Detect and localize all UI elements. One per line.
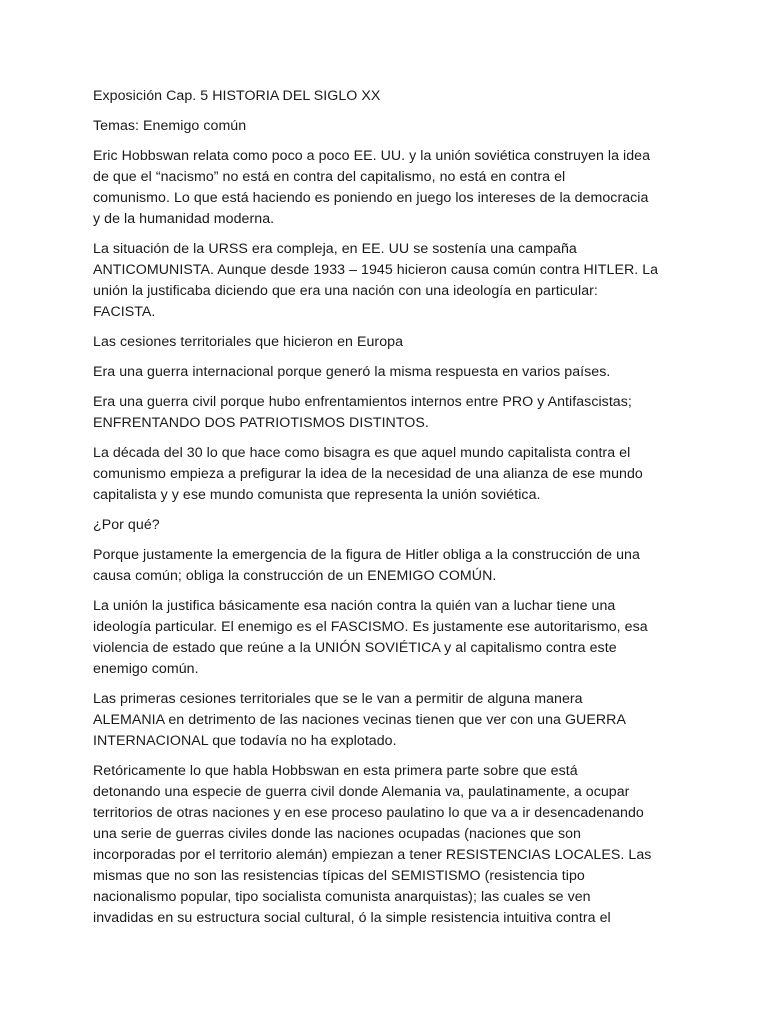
paragraph-question: ¿Por qué? — [93, 517, 160, 533]
paragraph-decade-30: La década del 30 lo que hace como bisagra es que aquel mundo capitalista contra el comunismo empieza a prefigurar la idea de la necesidad de una alianza de ese mundo capitalista y y ese mundo comunista que representa la unión soviética. — [93, 445, 643, 503]
paragraph-civil-war: Era una guerra civil porque hubo enfrentamientos internos entre PRO y Antifascistas; ENFRENTANDO DOS PATRIOTISMOS DISTINTOS. — [93, 394, 632, 431]
document-title: Exposición Cap. 5 HISTORIA DEL SIGLO XX — [93, 88, 381, 104]
document-topics: Temas: Enemigo común — [93, 118, 247, 134]
paragraph-international-war: Era una guerra internacional porque generó la misma respuesta en varios países. — [93, 364, 611, 380]
paragraph-first-cessions: Las primeras cesiones territoriales que se le van a permitir de alguna manera ALEMANIA en detrimento de las naciones vecinas tienen que ver con una GUERRA INTERNACIONAL que todavía no ha explotado. — [93, 691, 626, 749]
paragraph-common-enemy: Porque justamente la emergencia de la figura de Hitler obliga a la construcción de una causa común; obliga la construcción de un ENEMIGO COMÚN. — [93, 547, 640, 584]
document-body — [93, 86, 683, 938]
paragraph-urss-situation: La situación de la URSS era compleja, en EE. UU se sostenía una campaña ANTICOMUNISTA. Aunque desde 1933 – 1945 hicieron causa común contra HITLER. La unión la justificaba diciendo que era una nación con una ideología en particular: FACISTA. — [93, 241, 659, 320]
paragraph-fascism: La unión la justifica básicamente esa nación contra la quién van a luchar tiene una ideología particular. El enemigo es el FASCISMO. Es justamente ese autoritarismo, esa violencia de estado que reúne a la UNIÓN SOVIÉTICA y al capitalismo contra este enemigo común. — [93, 598, 648, 677]
paragraph-hobbswan-intro: Eric Hobbswan relata como poco a poco EE. UU. y la unión soviética construyen la idea de que el “nacismo” no está en contra del capitalismo, no está en contra el comunismo. Lo que está haciendo es poniendo en juego los intereses de la democracia y de la humanidad moderna. — [93, 148, 651, 227]
paragraph-rhetoric: Retóricamente lo que habla Hobbswan en esta primera parte sobre que está detonando una especie de guerra civil donde Alemania va, paulatinamente, a ocupar territorios de otras naciones y en ese proceso paulatino lo que va a ir desencadenando una serie de guerras civiles donde las naciones ocupadas (naciones que son incorporadas por el territorio alemán) empiezan a tener RESISTENCIAS LOCALES. Las mismas que no son las resistencias típicas del SEMISTISMO (resistencia tipo nacionalismo popular, tipo socialista comunista anarquistas); las cuales se ven invadidas en su estructura social cultural, ó la simple resistencia intuitiva contra el — [93, 763, 652, 926]
paragraph-territorial-cessions: Las cesiones territoriales que hicieron en Europa — [93, 334, 404, 350]
